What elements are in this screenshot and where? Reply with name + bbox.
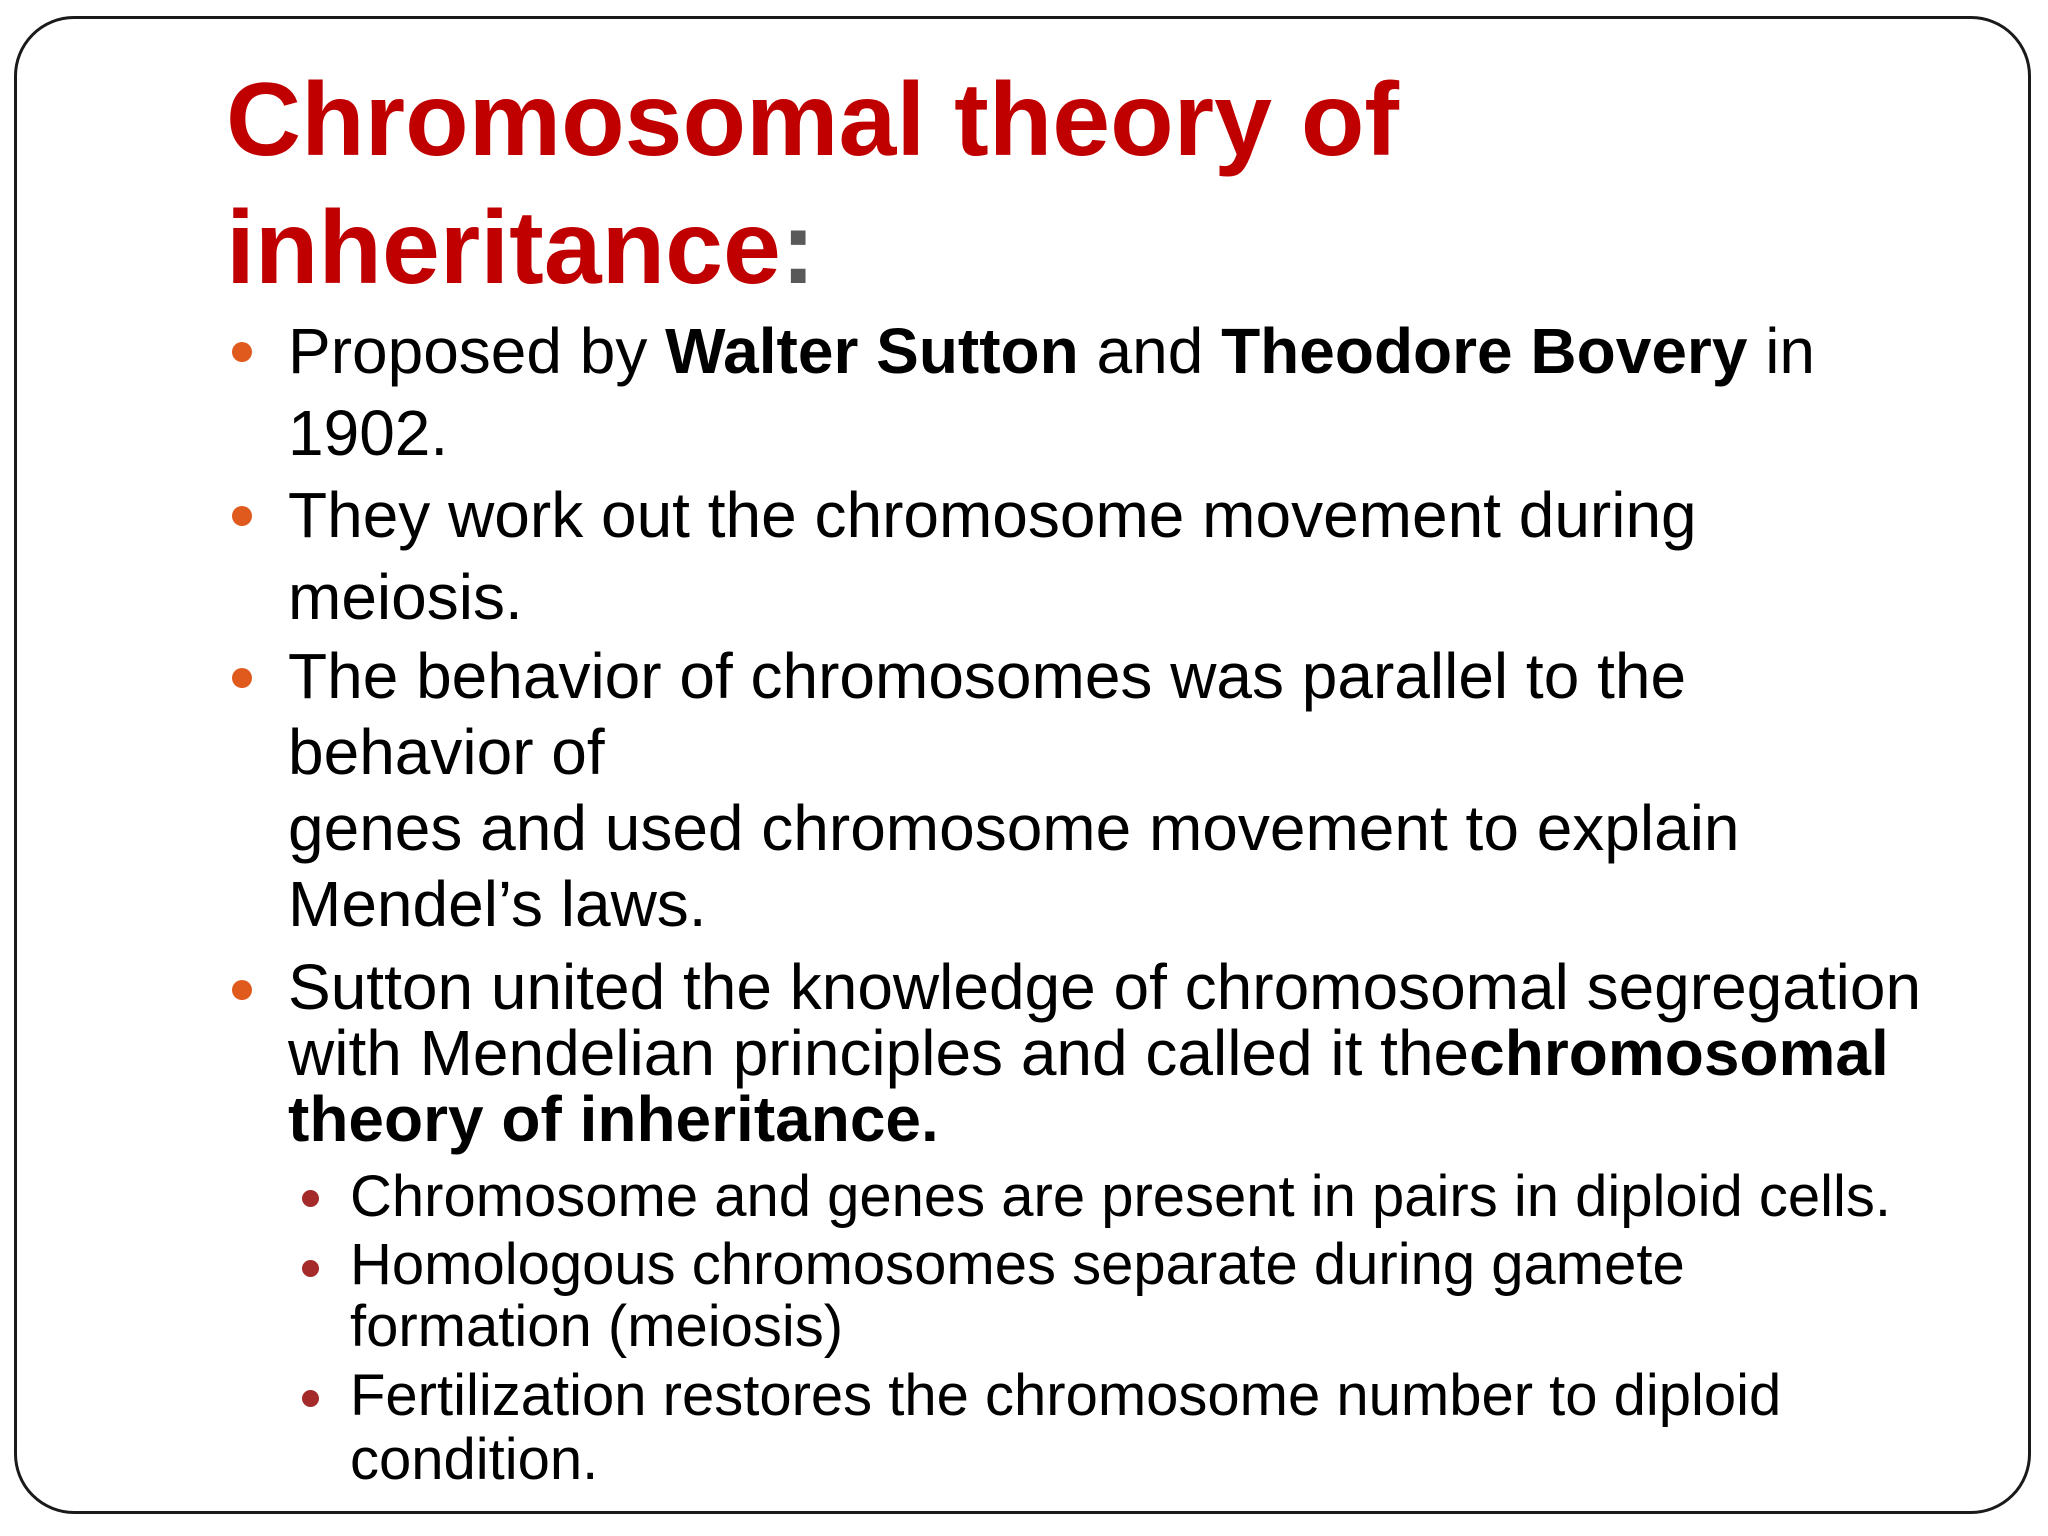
sub-bullet-dot-icon	[302, 1190, 319, 1207]
bullet-dot-icon	[232, 506, 252, 526]
title-colon: :	[780, 190, 816, 306]
sub-bullet-dot-icon	[302, 1390, 319, 1407]
slide-content	[226, 310, 1926, 1492]
sub-bullet-text: Chromosome and genes are present in pairs in diploid cells.	[350, 1164, 1892, 1229]
sub-bullet-item-fertilization	[226, 1364, 1926, 1492]
bullet-item-behavior	[226, 638, 1926, 942]
bullet-item-proposed	[226, 310, 1926, 474]
bullet-text: They work out the chromosome movement during meiosis.	[288, 479, 1697, 633]
bullet-text: in 1902.	[288, 315, 1815, 469]
bullet-dot-icon	[232, 980, 252, 1000]
bullet-text: Proposed by	[288, 315, 666, 387]
sub-bullet-item-separation	[226, 1234, 1926, 1358]
bullet-item-meiosis	[226, 474, 1926, 638]
bullet-dot-icon	[232, 668, 252, 688]
sub-bullet-item-pairs	[226, 1160, 1926, 1234]
slide-title	[226, 56, 1926, 312]
bullet-item-sutton	[226, 951, 1926, 1155]
theory-name: chromosomal theory of inheritance.	[288, 1017, 1889, 1155]
sub-bullet-text: Fertilization restores the chromosome number to diploid condition.	[350, 1363, 1782, 1492]
bullet-text-line: The behavior of chromosomes was parallel to the behavior of	[288, 640, 1687, 788]
sub-bullet-dot-icon	[302, 1260, 319, 1277]
title-text: Chromosomal theory of inheritance	[226, 62, 1399, 306]
bullet-text: Sutton united the knowledge of chromosomal segregation with Mendelian principles and called it the	[288, 951, 1922, 1089]
scientist-name-bovery: Theodore Bovery	[1221, 315, 1748, 387]
sub-bullet-text: Homologous chromosomes separate during gamete formation (meiosis)	[350, 1232, 1685, 1359]
bullet-text-line: genes and used chromosome movement to explain Mendel’s laws.	[288, 792, 1740, 940]
bullet-dot-icon	[232, 342, 252, 362]
bullet-text: and	[1078, 315, 1222, 387]
scientist-name-sutton: Walter Sutton	[665, 315, 1079, 387]
